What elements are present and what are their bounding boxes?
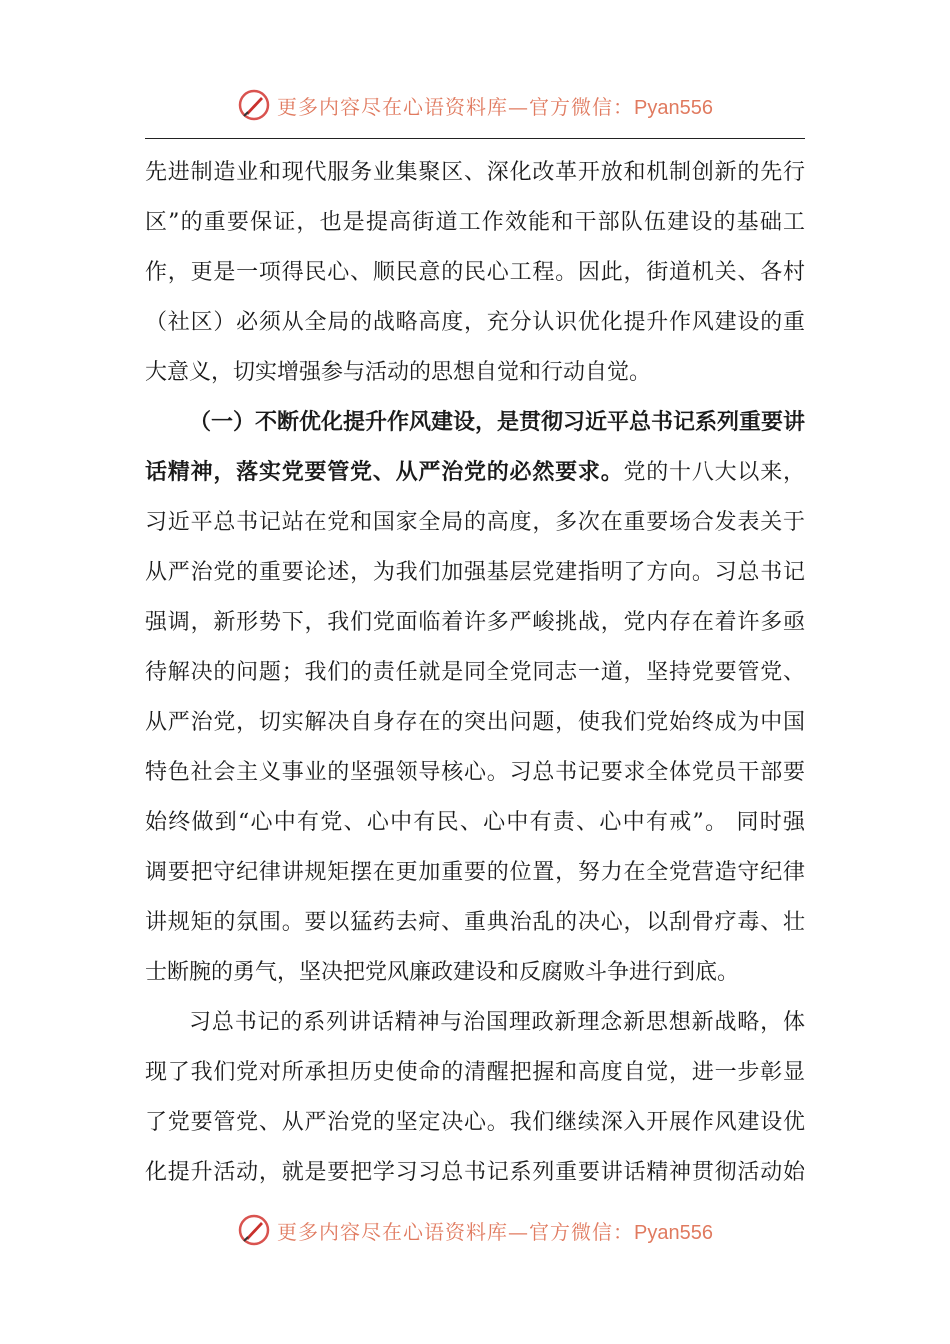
document-body xyxy=(145,148,805,1198)
footer-banner xyxy=(0,1210,950,1250)
text-line: 习总书记的系列讲话精神与治国理政新理念新思想新战略，体 xyxy=(189,1010,805,1035)
text-line: 区”的重要保证，也是提高街道工作效能和干部队伍建设的基础工 xyxy=(145,210,805,235)
text-line: 强调，新形势下，我们党面临着许多严峻挑战，党内存在着许多亟 xyxy=(145,610,805,635)
text-line: 先进制造业和现代服务业集聚区、深化改革开放和机制创新的先行 xyxy=(145,160,805,185)
header-divider xyxy=(145,138,805,139)
text-line: 始终做到“心中有党、心中有民、心中有责、心中有戒”。 同时强 xyxy=(145,810,805,835)
text-line: 讲规矩的氛围。要以猛药去疴、重典治乱的决心，以刮骨疗毒、壮 xyxy=(145,910,805,935)
section-heading-rest: 党的十八大以来， xyxy=(623,460,805,485)
quill-logo-icon xyxy=(237,1213,271,1247)
quill-logo-icon xyxy=(237,88,271,122)
section-heading-line-mixed xyxy=(145,448,805,498)
section-heading-bold: 话精神，落实党要管党、从严治党的必然要求。 xyxy=(145,460,624,485)
text-line: 作，更是一项得民心、顺民意的民心工程。因此，街道机关、各村 xyxy=(145,260,805,285)
text-line: 从严治党，切实解决自身存在的突出问题，使我们党始终成为中国 xyxy=(145,710,805,735)
text-line: 待解决的问题；我们的责任就是同全党同志一道，坚持党要管党、 xyxy=(145,660,805,685)
text-line: 特色社会主义事业的坚强领导核心。习总书记要求全体党员干部要 xyxy=(145,760,805,785)
text-line: 了党要管党、从严治党的坚定决心。我们继续深入开展作风建设优 xyxy=(145,1110,805,1135)
text-line: 从严治党的重要论述，为我们加强基层党建指明了方向。习总书记 xyxy=(145,560,805,585)
header-banner-text: 更多内容尽在心语资料库—官方微信：Pyan556 xyxy=(277,94,713,119)
text-line: 大意义，切实增强参与活动的思想自觉和行动自觉。 xyxy=(145,360,652,385)
text-line: 习近平总书记站在党和国家全局的高度，多次在重要场合发表关于 xyxy=(145,510,805,535)
text-line: 士断腕的勇气，坚决把党风廉政建设和反腐败斗争进行到底。 xyxy=(145,960,740,985)
text-line: （社区）必须从全局的战略高度，充分认识优化提升作风建设的重 xyxy=(145,310,805,335)
section-heading-line: （一）不断优化提升作风建设，是贯彻习近平总书记系列重要讲 xyxy=(189,410,805,435)
text-line: 现了我们党对所承担历史使命的清醒把握和高度自觉，进一步彰显 xyxy=(145,1060,805,1085)
text-line: 化提升活动，就是要把学习习总书记系列重要讲话精神贯彻活动始 xyxy=(145,1160,805,1185)
text-line: 调要把守纪律讲规矩摆在更加重要的位置，努力在全党营造守纪律 xyxy=(145,860,805,885)
header-banner xyxy=(0,85,950,125)
footer-banner-text: 更多内容尽在心语资料库—官方微信：Pyan556 xyxy=(277,1219,713,1244)
